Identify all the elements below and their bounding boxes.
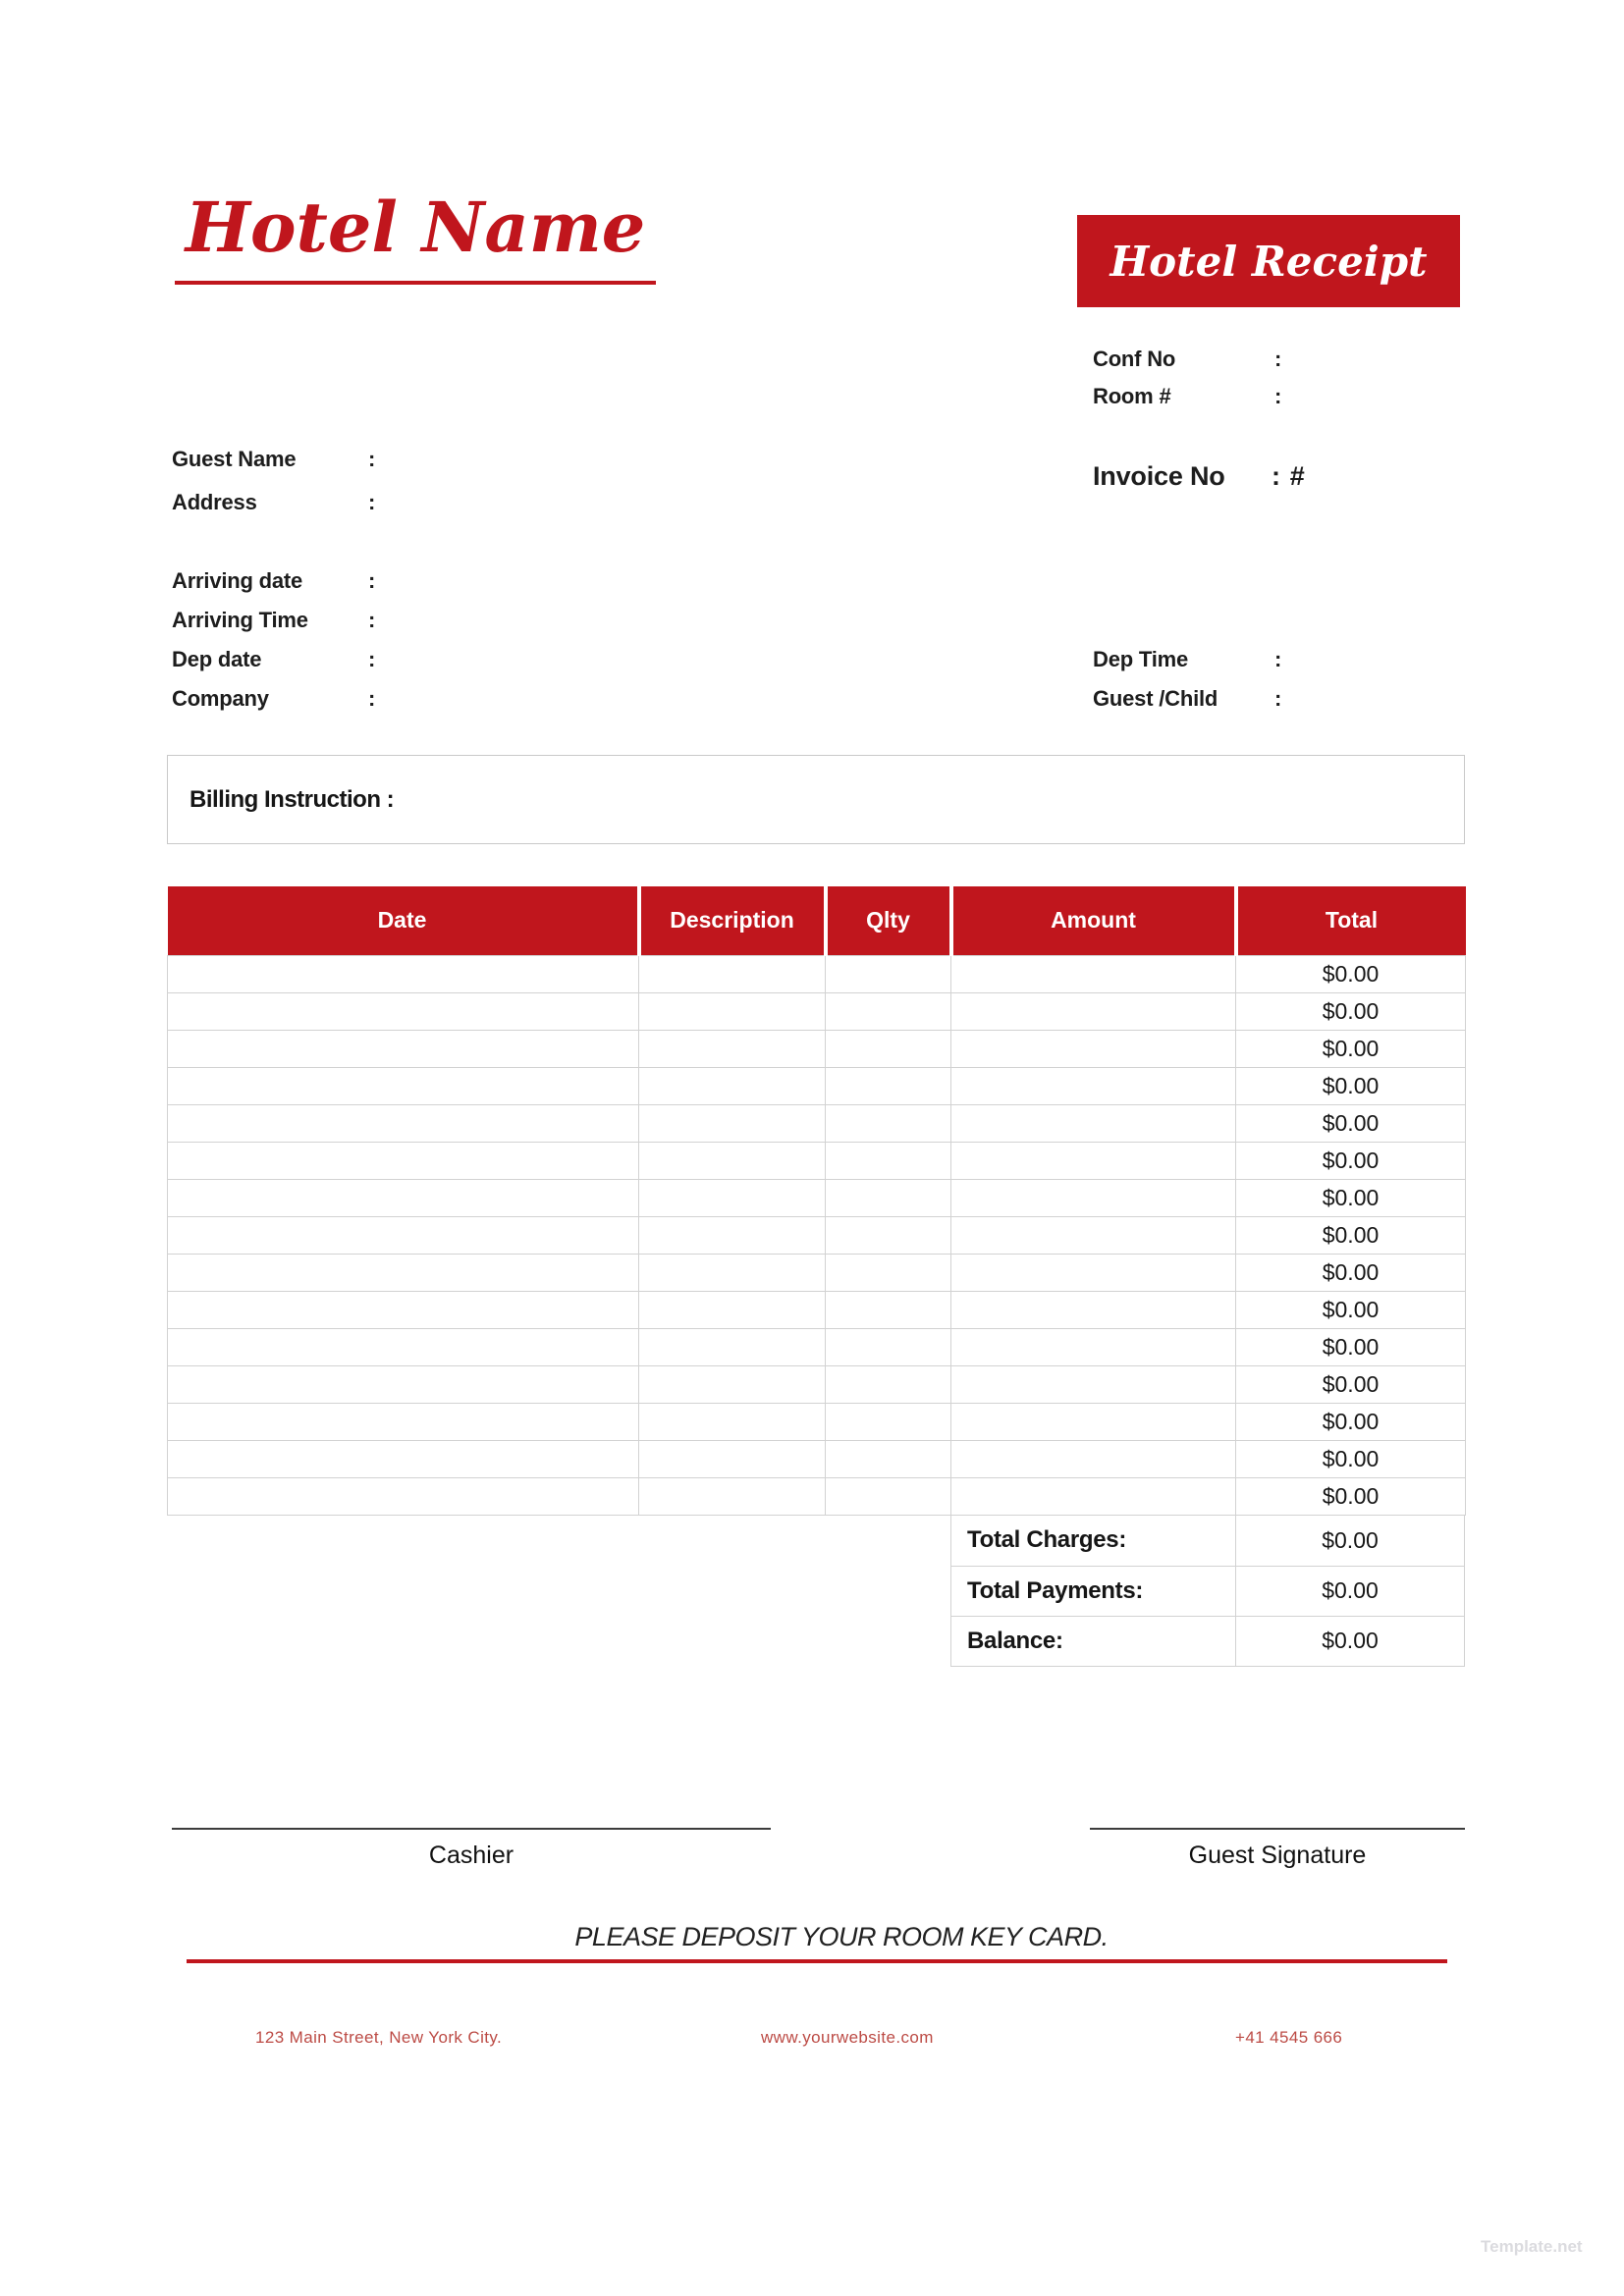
- cell-description: [639, 1328, 826, 1365]
- totals-summary: [950, 1516, 1465, 1667]
- column-header-date: Date: [168, 886, 639, 955]
- cell-total: $0.00: [1236, 1030, 1466, 1067]
- cell-description: [639, 1179, 826, 1216]
- field-colon: :: [1274, 347, 1282, 371]
- cell-date: [168, 955, 639, 992]
- field-label: Arriving Time: [172, 608, 308, 632]
- cell-qlty: [826, 1216, 951, 1254]
- cell-total: $0.00: [1236, 1365, 1466, 1403]
- summary-row: [951, 1616, 1464, 1666]
- field-invoice-no: [1093, 459, 1329, 493]
- field-address: [172, 489, 424, 516]
- cell-amount: [951, 1365, 1236, 1403]
- table-row: [168, 1440, 1466, 1477]
- charges-table-body: [168, 955, 1466, 1515]
- cell-qlty: [826, 1403, 951, 1440]
- summary-value: $0.00: [1322, 1526, 1379, 1553]
- cell-amount: [951, 1179, 1236, 1216]
- table-row: [168, 1328, 1466, 1365]
- cell-qlty: [826, 1328, 951, 1365]
- cell-date: [168, 1477, 639, 1515]
- cell-qlty: [826, 1142, 951, 1179]
- column-header-description: Description: [639, 886, 826, 955]
- cell-amount: [951, 1477, 1236, 1515]
- cell-description: [639, 1477, 826, 1515]
- cell-total: $0.00: [1236, 1216, 1466, 1254]
- cell-total: $0.00: [1236, 1440, 1466, 1477]
- cell-date: [168, 1030, 639, 1067]
- field-colon: :: [368, 490, 376, 514]
- table-row: [168, 992, 1466, 1030]
- field-value: [385, 607, 424, 634]
- field-label: Invoice No: [1093, 461, 1225, 491]
- table-row: [168, 1477, 1466, 1515]
- field-room-no: [1093, 383, 1330, 410]
- cell-date: [168, 1216, 639, 1254]
- footer-divider-rule: [187, 1959, 1447, 1963]
- cell-qlty: [826, 1254, 951, 1291]
- summary-row: [951, 1516, 1464, 1566]
- cell-total: $0.00: [1236, 1179, 1466, 1216]
- cell-qlty: [826, 1365, 951, 1403]
- table-row: [168, 1254, 1466, 1291]
- field-colon: :: [1272, 461, 1280, 491]
- summary-value: $0.00: [1322, 1577, 1379, 1603]
- hotel-logo: Hotel Name: [175, 183, 656, 285]
- cell-amount: [951, 1328, 1236, 1365]
- field-label: Guest /Child: [1093, 686, 1218, 711]
- cell-qlty: [826, 1179, 951, 1216]
- cell-amount: [951, 1403, 1236, 1440]
- field-guest-child: [1093, 685, 1330, 713]
- cell-amount: [951, 1291, 1236, 1328]
- cell-qlty: [826, 1030, 951, 1067]
- cell-qlty: [826, 1477, 951, 1515]
- billing-instruction-label: Billing Instruction :: [189, 785, 395, 813]
- field-value: #: [1289, 461, 1305, 491]
- cell-description: [639, 955, 826, 992]
- column-header-amount: Amount: [951, 886, 1236, 955]
- cell-date: [168, 1179, 639, 1216]
- field-dep-date: [172, 646, 424, 673]
- cell-date: [168, 1440, 639, 1477]
- field-conf-no: [1093, 346, 1330, 373]
- cell-total: $0.00: [1236, 1104, 1466, 1142]
- field-colon: :: [368, 447, 376, 471]
- field-label: Guest Name: [172, 447, 297, 471]
- cell-total: $0.00: [1236, 992, 1466, 1030]
- cell-description: [639, 1403, 826, 1440]
- table-row: [168, 1216, 1466, 1254]
- cell-qlty: [826, 955, 951, 992]
- field-value: [1291, 346, 1330, 373]
- cell-date: [168, 992, 639, 1030]
- field-colon: :: [368, 647, 376, 671]
- table-row: [168, 1403, 1466, 1440]
- column-header-total: Total: [1236, 886, 1466, 955]
- summary-label: Total Charges:: [951, 1516, 1236, 1566]
- cell-description: [639, 1142, 826, 1179]
- field-colon: :: [368, 608, 376, 632]
- field-value: [385, 446, 424, 473]
- field-colon: :: [1274, 647, 1282, 671]
- receipt-banner: [1077, 215, 1460, 307]
- field-label: Conf No: [1093, 347, 1176, 371]
- template-watermark: Template.net: [1481, 2237, 1583, 2256]
- field-value: [1291, 383, 1330, 410]
- summary-label: Total Payments:: [951, 1567, 1236, 1616]
- cell-qlty: [826, 1291, 951, 1328]
- field-label: Address: [172, 490, 257, 514]
- cell-amount: [951, 1104, 1236, 1142]
- cell-qlty: [826, 1440, 951, 1477]
- header-row: [168, 886, 1466, 955]
- cell-amount: [951, 1142, 1236, 1179]
- cell-date: [168, 1291, 639, 1328]
- cell-date: [168, 1104, 639, 1142]
- column-header-qlty: Qlty: [826, 886, 951, 955]
- cell-amount: [951, 1067, 1236, 1104]
- cell-qlty: [826, 1067, 951, 1104]
- field-guest-name: [172, 446, 424, 473]
- cell-description: [639, 1254, 826, 1291]
- billing-instruction-box: [167, 755, 1465, 844]
- cell-amount: [951, 955, 1236, 992]
- cell-total: $0.00: [1236, 1403, 1466, 1440]
- field-dep-time: [1093, 646, 1330, 673]
- charges-table: [167, 886, 1466, 1516]
- charges-section: [167, 886, 1465, 1667]
- cell-date: [168, 1067, 639, 1104]
- table-row: [168, 1030, 1466, 1067]
- cell-total: $0.00: [1236, 1328, 1466, 1365]
- cell-date: [168, 1328, 639, 1365]
- cashier-signature-label: Cashier: [428, 1842, 514, 1869]
- footer-phone: +41 4545 666: [1235, 2028, 1343, 2047]
- cell-date: [168, 1254, 639, 1291]
- table-row: [168, 1179, 1466, 1216]
- field-label: Dep Time: [1093, 647, 1189, 671]
- cell-qlty: [826, 1104, 951, 1142]
- field-label: Company: [172, 686, 269, 711]
- cashier-signature-line: [172, 1828, 771, 1830]
- cell-amount: [951, 1440, 1236, 1477]
- table-row: [168, 1365, 1466, 1403]
- cell-description: [639, 992, 826, 1030]
- cell-description: [639, 1291, 826, 1328]
- field-value: [385, 685, 424, 713]
- cell-total: $0.00: [1236, 1142, 1466, 1179]
- cell-total: $0.00: [1236, 1477, 1466, 1515]
- field-arriving-date: [172, 567, 424, 595]
- cell-description: [639, 1216, 826, 1254]
- key-card-notice: PLEASE DEPOSIT YOUR ROOM KEY CARD.: [574, 1922, 1109, 1951]
- field-value: [385, 646, 424, 673]
- table-row: [168, 1291, 1466, 1328]
- cell-description: [639, 1104, 826, 1142]
- field-colon: :: [368, 568, 376, 593]
- cell-amount: [951, 1030, 1236, 1067]
- field-value: [1291, 646, 1330, 673]
- cell-date: [168, 1365, 639, 1403]
- summary-row: [951, 1566, 1464, 1616]
- receipt-banner-title: Hotel Receipt: [1110, 237, 1428, 286]
- cell-description: [639, 1030, 826, 1067]
- field-company: [172, 685, 424, 713]
- cell-qlty: [826, 992, 951, 1030]
- cell-total: $0.00: [1236, 1067, 1466, 1104]
- table-row: [168, 1142, 1466, 1179]
- field-colon: :: [368, 686, 376, 711]
- field-label: Room #: [1093, 384, 1171, 408]
- field-colon: :: [1274, 686, 1282, 711]
- field-value: [385, 567, 424, 595]
- cell-date: [168, 1403, 639, 1440]
- field-value: [385, 489, 424, 516]
- cell-total: $0.00: [1236, 1254, 1466, 1291]
- table-row: [168, 1067, 1466, 1104]
- cell-description: [639, 1067, 826, 1104]
- cell-description: [639, 1365, 826, 1403]
- field-colon: :: [1274, 384, 1282, 408]
- field-arriving-time: [172, 607, 424, 634]
- summary-label: Balance:: [951, 1617, 1236, 1666]
- cell-amount: [951, 1254, 1236, 1291]
- summary-value: $0.00: [1322, 1628, 1379, 1653]
- field-label: Arriving date: [172, 568, 303, 593]
- footer-address: 123 Main Street, New York City.: [255, 2028, 503, 2047]
- field-value: [1291, 685, 1330, 713]
- cell-total: $0.00: [1236, 1291, 1466, 1328]
- cell-description: [639, 1440, 826, 1477]
- footer-website: www.yourwebsite.com: [761, 2028, 934, 2047]
- guest-signature-label: Guest Signature: [1188, 1842, 1367, 1869]
- charges-table-header: [168, 886, 1466, 955]
- field-label: Dep date: [172, 647, 262, 671]
- cell-amount: [951, 992, 1236, 1030]
- guest-signature-line: [1090, 1828, 1465, 1830]
- cell-total: $0.00: [1236, 955, 1466, 992]
- table-row: [168, 1104, 1466, 1142]
- cell-amount: [951, 1216, 1236, 1254]
- table-row: [168, 955, 1466, 992]
- cell-date: [168, 1142, 639, 1179]
